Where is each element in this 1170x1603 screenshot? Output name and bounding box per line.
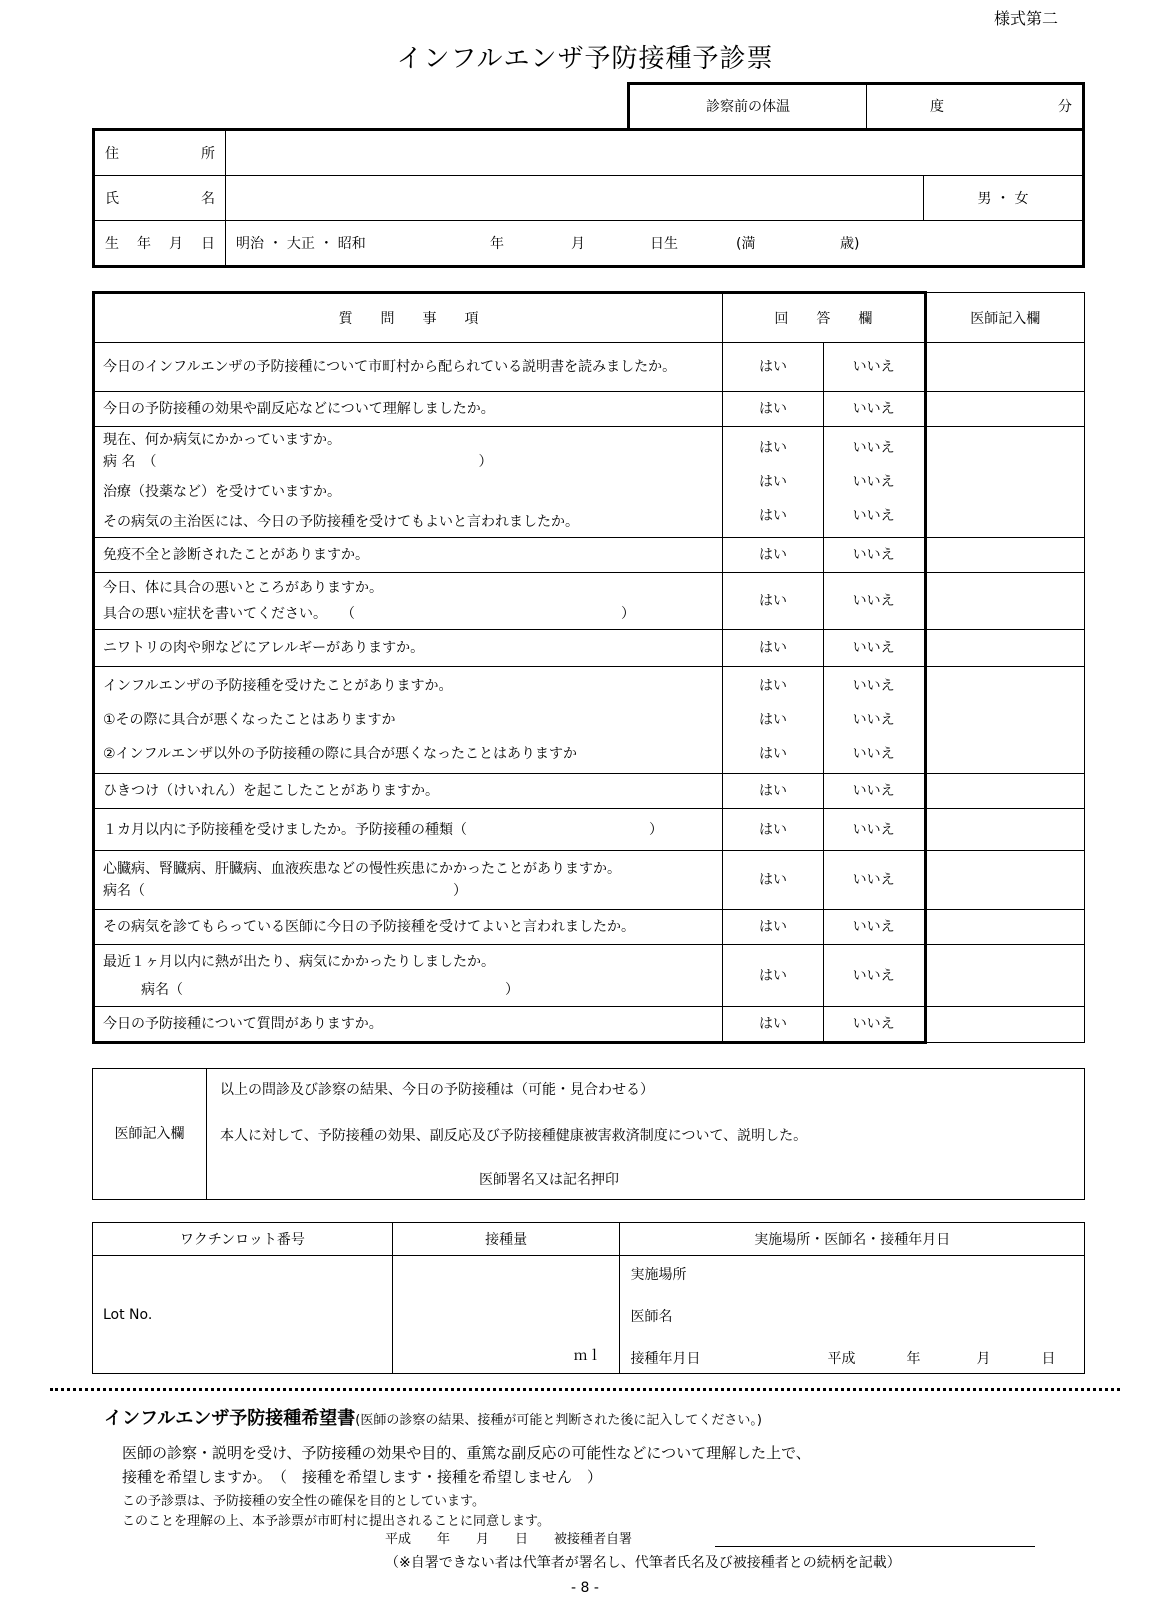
yes-option[interactable]: はい bbox=[723, 910, 824, 945]
date-month: 月 bbox=[976, 1351, 991, 1367]
question-3d: その病気の主治医には、今日の予防接種を受けてもよいと言われましたか。 bbox=[103, 514, 579, 530]
question-12b: 病名（ ） bbox=[141, 981, 519, 998]
dob-label-3: 月 bbox=[169, 236, 183, 252]
question-7c: ②インフルエンザ以外の予防接種の際に具合が悪くなったことはありますか bbox=[103, 746, 577, 762]
temperature-box bbox=[627, 82, 1085, 129]
age-close: 歳) bbox=[840, 236, 860, 252]
doctor-note-cell[interactable] bbox=[925, 809, 1084, 851]
yes-option[interactable]: はい bbox=[723, 573, 824, 630]
yes-option[interactable]: はい bbox=[723, 851, 824, 910]
doctor-note-cell[interactable] bbox=[925, 392, 1084, 427]
wish-line-3: この予診票は、予防接種の安全性の確保を目的としています。 bbox=[122, 1494, 485, 1509]
wish-line-4: このことを理解の上、本予診票が市町村に提出されることに同意します。 bbox=[122, 1514, 550, 1529]
dob-born: 日生 bbox=[650, 236, 678, 252]
name-field[interactable] bbox=[226, 176, 924, 221]
place-header: 実施場所・医師名・接種年月日 bbox=[620, 1223, 1085, 1256]
place-field[interactable] bbox=[620, 1256, 1085, 1374]
wish-title bbox=[104, 1404, 762, 1430]
place-label: 実施場所 bbox=[630, 1267, 687, 1283]
question-7b: ①その際に具合が悪くなったことはありますか bbox=[103, 712, 396, 728]
doctor-note-cell[interactable] bbox=[925, 630, 1084, 667]
question-4: 免疫不全と診断されたことがありますか。 bbox=[94, 538, 723, 573]
question-10a: 心臓病、腎臓病、肝臓病、血液疾患などの慢性疾患にかかったことがありますか。 bbox=[103, 861, 621, 877]
dose-header: 接種量 bbox=[392, 1223, 620, 1256]
no-option[interactable]: いいえ bbox=[823, 851, 925, 910]
no-option[interactable]: いいえ bbox=[852, 474, 895, 490]
no-option[interactable]: いいえ bbox=[823, 630, 925, 667]
doctor-line-1: 以上の問診及び診察の結果、今日の予防接種は（可能・見合わせる） bbox=[220, 1082, 654, 1098]
no-option[interactable]: いいえ bbox=[823, 809, 925, 851]
question-5a: 今日、体に具合の悪いところがありますか。 bbox=[103, 580, 383, 596]
wish-note: （※自署できない者は代筆者が署名し、代筆者氏名及び被接種者との続柄を記載） bbox=[385, 1555, 901, 1571]
doctor-note-cell[interactable] bbox=[925, 427, 1084, 538]
page-title: インフルエンザ予防接種予診票 bbox=[396, 44, 774, 74]
address-label-b: 所 bbox=[201, 146, 215, 162]
yes-option[interactable]: はい bbox=[758, 712, 787, 728]
no-option[interactable]: いいえ bbox=[852, 508, 895, 524]
doctor-note-cell[interactable] bbox=[925, 538, 1084, 573]
doctor-note-cell[interactable] bbox=[925, 573, 1084, 630]
header-answer: 回 答 欄 bbox=[723, 293, 925, 343]
yes-option[interactable]: はい bbox=[758, 474, 787, 490]
question-9: １カ月以内に予防接種を受けましたか。予防接種の種類（ ） bbox=[94, 809, 723, 851]
question-3b: 病 名 （ ） bbox=[103, 454, 493, 470]
doctor-note-cell[interactable] bbox=[925, 667, 1084, 774]
doctor-name-label: 医師名 bbox=[630, 1309, 673, 1325]
questions-table bbox=[92, 291, 1085, 1044]
lot-field[interactable] bbox=[93, 1256, 393, 1374]
dob-label-4: 日 bbox=[201, 236, 215, 252]
temperature-minute: 分 bbox=[1058, 99, 1072, 115]
no-option[interactable]: いいえ bbox=[823, 538, 925, 573]
no-option[interactable]: いいえ bbox=[823, 774, 925, 809]
no-option[interactable]: いいえ bbox=[823, 945, 925, 1007]
yes-option[interactable]: はい bbox=[723, 630, 824, 667]
no-option[interactable]: いいえ bbox=[823, 910, 925, 945]
era-options: 明治 ・ 大正 ・ 昭和 bbox=[236, 236, 366, 252]
question-8: ひきつけ（けいれん）を起こしたことがありますか。 bbox=[94, 774, 723, 809]
yes-option[interactable]: はい bbox=[758, 508, 787, 524]
dose-field[interactable] bbox=[392, 1256, 620, 1374]
sex-field[interactable]: 男 ・ 女 bbox=[924, 176, 1084, 221]
doctor-note-cell[interactable] bbox=[925, 1007, 1084, 1043]
question-3a: 現在、何か病気にかかっていますか。 bbox=[103, 432, 341, 448]
no-option[interactable]: いいえ bbox=[852, 440, 895, 456]
yes-option[interactable]: はい bbox=[723, 1007, 824, 1043]
wish-title-text: インフルエンザ予防接種希望書 bbox=[104, 1408, 356, 1429]
doctor-note-cell[interactable] bbox=[925, 774, 1084, 809]
doctor-note-cell[interactable] bbox=[925, 910, 1084, 945]
doctor-note-cell[interactable] bbox=[925, 851, 1084, 910]
header-doctor: 医師記入欄 bbox=[925, 293, 1084, 343]
question-2: 今日の予防接種の効果や副反応などについて理解しましたか。 bbox=[94, 392, 723, 427]
wish-line-1: 医師の診察・説明を受け、予防接種の効果や目的、重篤な副反応の可能性などについて理解した上で、 bbox=[122, 1444, 811, 1462]
no-option[interactable]: いいえ bbox=[852, 712, 895, 728]
no-option[interactable]: いいえ bbox=[823, 573, 925, 630]
no-option[interactable]: いいえ bbox=[852, 678, 895, 694]
date-day: 日 bbox=[1041, 1351, 1056, 1367]
cut-line bbox=[50, 1388, 1120, 1391]
date-label: 接種年月日 bbox=[630, 1351, 701, 1367]
question-12a: 最近１ヶ月以内に熱が出たり、病気にかかったりしましたか。 bbox=[103, 953, 495, 970]
wish-sign-label: 平成 年 月 日 被接種者自署 bbox=[385, 1532, 633, 1547]
no-option[interactable]: いいえ bbox=[823, 343, 925, 392]
yes-option[interactable]: はい bbox=[758, 746, 787, 762]
no-option[interactable]: いいえ bbox=[852, 746, 895, 762]
yes-option[interactable]: はい bbox=[723, 538, 824, 573]
yes-option[interactable]: はい bbox=[723, 343, 824, 392]
question-10b: 病名（ ） bbox=[103, 883, 467, 899]
dob-label-1: 生 bbox=[105, 236, 119, 252]
doctor-note-cell[interactable] bbox=[925, 945, 1084, 1007]
date-year: 年 bbox=[906, 1351, 921, 1367]
question-6: ニワトリの肉や卵などにアレルギーがありますか。 bbox=[94, 630, 723, 667]
yes-option[interactable]: はい bbox=[758, 440, 787, 456]
wish-line-2: 接種を希望しますか。 （ 接種を希望します・接種を希望しません ） bbox=[122, 1468, 603, 1486]
page-number: - 8 - bbox=[571, 1580, 599, 1596]
age-open: (満 bbox=[736, 236, 756, 252]
question-3c: 治療（投薬など）を受けていますか。 bbox=[103, 484, 341, 500]
doctor-section bbox=[92, 1068, 1085, 1200]
header-question: 質 問 事 項 bbox=[94, 293, 723, 343]
name-label-b: 名 bbox=[201, 191, 215, 207]
ml-unit: ｍｌ bbox=[573, 1348, 602, 1364]
temperature-label: 診察前の体温 bbox=[630, 85, 867, 129]
personal-info-table bbox=[92, 128, 1085, 268]
yes-option[interactable]: はい bbox=[723, 945, 824, 1007]
yes-option[interactable]: はい bbox=[723, 392, 824, 427]
lot-header: ワクチンロット番号 bbox=[93, 1223, 393, 1256]
date-heisei: 平成 bbox=[827, 1351, 856, 1367]
doctor-section-label: 医師記入欄 bbox=[93, 1069, 207, 1199]
form-number: 様式第二 bbox=[993, 9, 1058, 28]
doctor-note-cell[interactable] bbox=[925, 343, 1084, 392]
yes-option[interactable]: はい bbox=[723, 774, 824, 809]
vaccine-table bbox=[92, 1222, 1085, 1374]
wish-title-note: (医師の診察の結果、接種が可能と判断された後に記入してください。) bbox=[355, 1413, 762, 1428]
signature-line[interactable] bbox=[715, 1546, 1035, 1547]
question-13: 今日の予防接種について質問がありますか。 bbox=[94, 1007, 723, 1043]
question-11: その病気を診てもらっている医師に今日の予防接種を受けてよいと言われましたか。 bbox=[94, 910, 723, 945]
doctor-signature-label: 医師署名又は記名押印 bbox=[479, 1172, 619, 1188]
question-7a: インフルエンザの予防接種を受けたことがありますか。 bbox=[103, 678, 453, 694]
temperature-degree: 度 bbox=[930, 99, 944, 115]
name-label-a: 氏 bbox=[105, 191, 119, 207]
dob-year: 年 bbox=[490, 236, 504, 252]
dob-month: 月 bbox=[571, 236, 585, 252]
dob-field[interactable] bbox=[226, 221, 1084, 267]
no-option[interactable]: いいえ bbox=[823, 1007, 925, 1043]
address-label-a: 住 bbox=[105, 146, 119, 162]
doctor-line-2: 本人に対して、予防接種の効果、副反応及び予防接種健康被害救済制度について、説明した。 bbox=[220, 1128, 808, 1144]
lot-no-label: Lot No. bbox=[103, 1306, 153, 1323]
dob-label-2: 年 bbox=[137, 236, 151, 252]
no-option[interactable]: いいえ bbox=[823, 392, 925, 427]
question-5b: 具合の悪い症状を書いてください。 （ ） bbox=[103, 606, 635, 622]
yes-option[interactable]: はい bbox=[758, 678, 787, 694]
address-field[interactable] bbox=[226, 130, 1084, 176]
question-1: 今日のインフルエンザの予防接種について市町村から配られている説明書を読みましたか。 bbox=[94, 343, 723, 392]
yes-option[interactable]: はい bbox=[723, 809, 824, 851]
